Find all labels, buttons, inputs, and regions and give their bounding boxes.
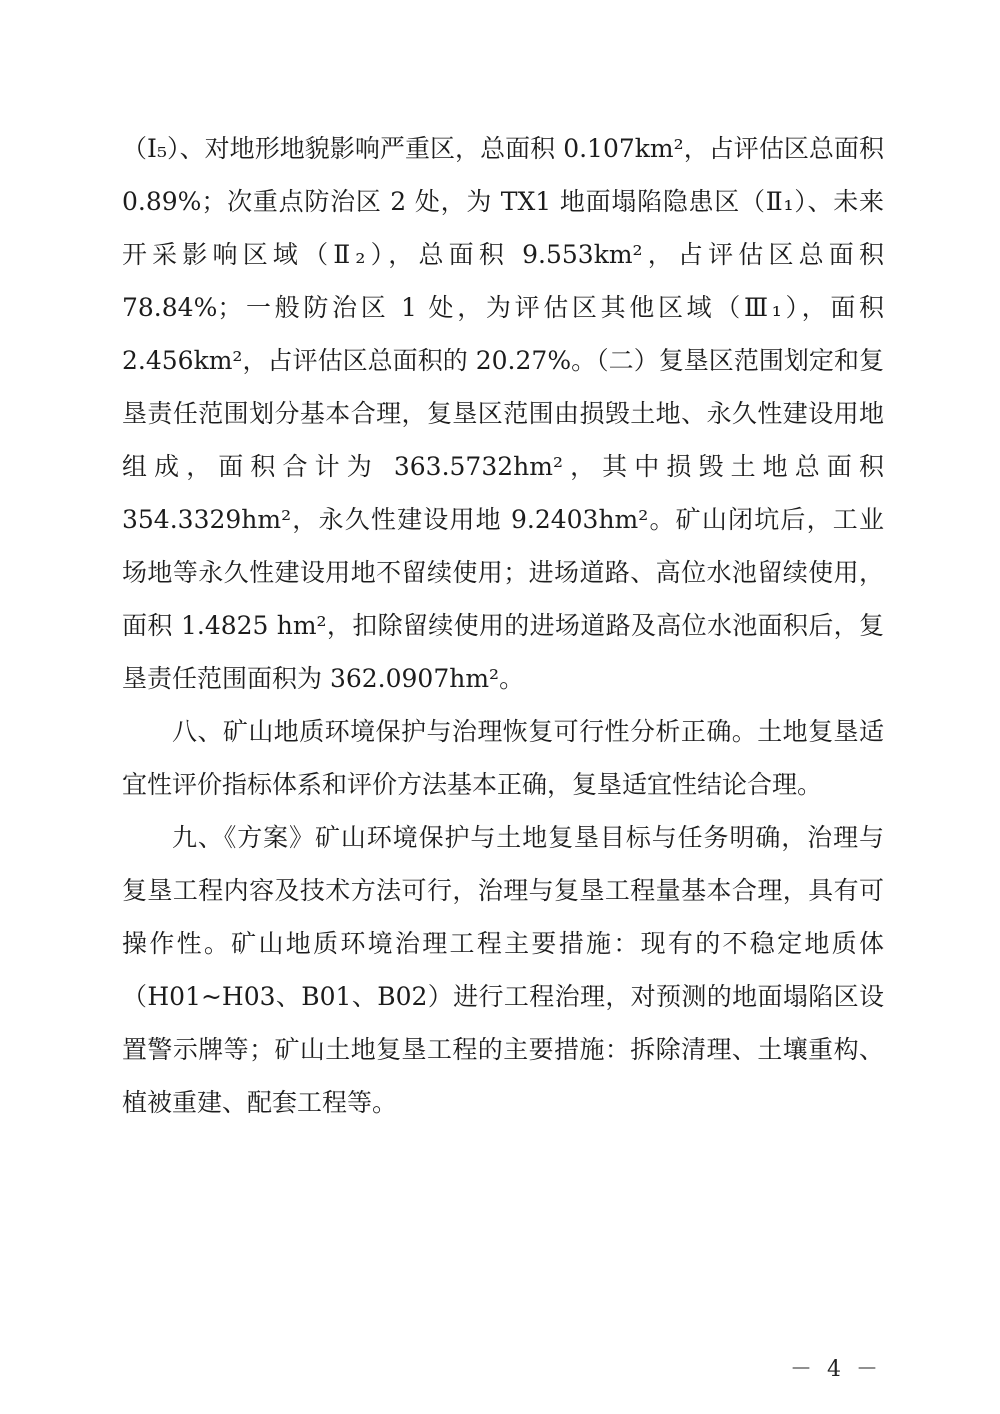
- paragraph-section-8: 八、矿山地质环境保护与治理恢复可行性分析正确。土地复垦适宜性评价指标体系和评价方法基本正确，复垦适宜性结论合理。: [122, 717, 884, 799]
- paragraph-continuation: （Ⅰ₅）、对地形地貌影响严重区，总面积 0.107km²，占评估区总面积 0.89%；次重点防治区 2 处，为 TX1 地面塌陷隐患区（Ⅱ₁）、未来开采影响区域（Ⅱ₂），总面积 9.553km²，占评估区总面积 78.84%；一般防治区 1 处，为评估区其他区域（Ⅲ₁），面积 2.456km²，占评估区总面积的 20.27%。（二）复垦区范围划定和复垦责任范围划分基本合理，复垦区范围由损毁土地、永久性建设用地组成，面积合计为 363.5732hm²，其中损毁土地总面积 354.3329hm²，永久性建设用地 9.2403hm²。矿山闭坑后，工业场地等永久性建设用地不留续使用；进场道路、高位水池留续使用，面积 1.4825 hm²，扣除留续使用的进场道路及高位水池面积后，复垦责任范围面积为 362.0907hm²。: [122, 134, 884, 693]
- page-number: － 4 －: [790, 1357, 882, 1382]
- document-body: [122, 122, 884, 1129]
- paragraph-section-9: 九、《方案》矿山环境保护与土地复垦目标与任务明确，治理与复垦工程内容及技术方法可行，治理与复垦工程量基本合理，具有可操作性。矿山地质环境治理工程主要措施：现有的不稳定地质体（H01~H03、B01、B02）进行工程治理，对预测的地面塌陷区设置警示牌等；矿山土地复垦工程的主要措施：拆除清理、土壤重构、植被重建、配套工程等。: [122, 823, 884, 1117]
